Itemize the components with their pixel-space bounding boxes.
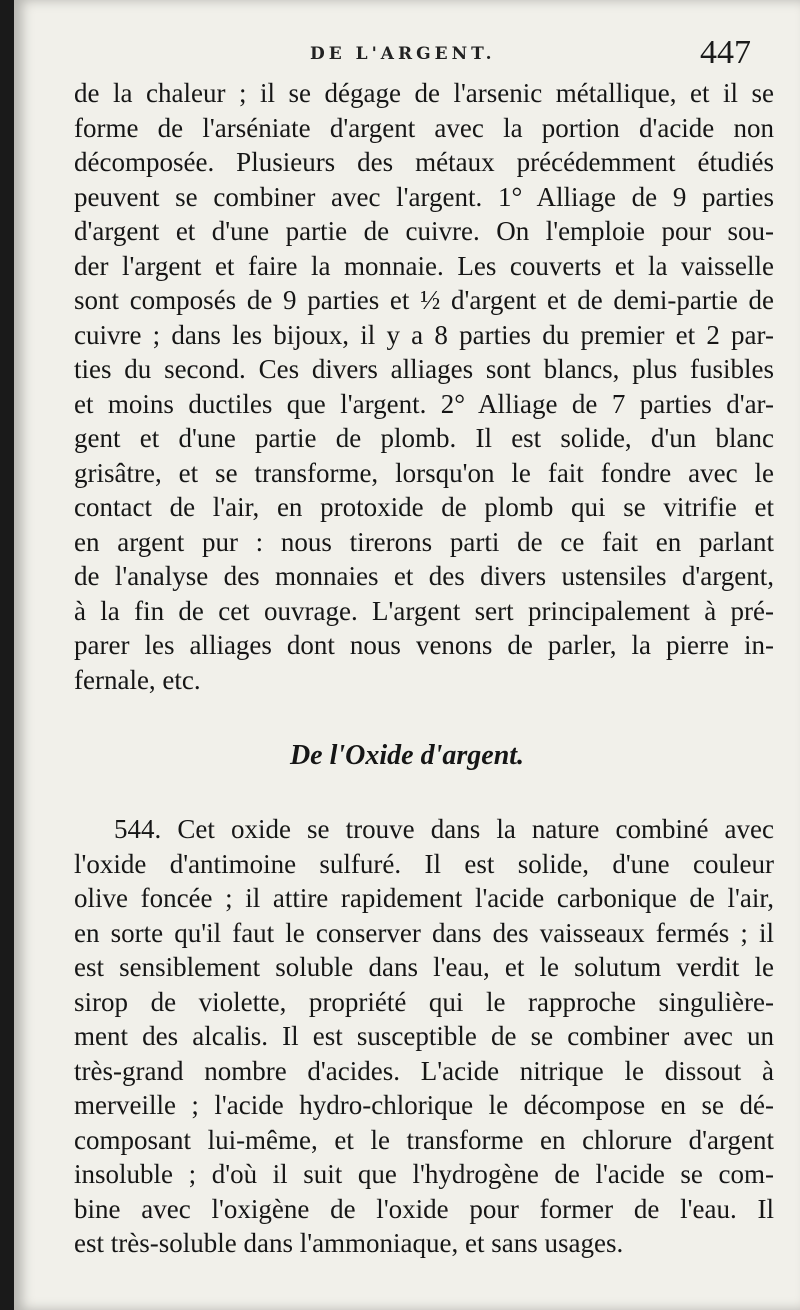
text-line: de l'analyse des monnaies et des divers ustensiles d'argent, <box>74 561 774 591</box>
text-line: à la fin de cet ouvrage. L'argent sert principalement à pré- <box>74 595 774 626</box>
text-line: olive foncée ; il attire rapidement l'acide carbonique de l'air, <box>74 883 774 913</box>
text-line: cuivre ; dans les bijoux, il y a 8 parties du premier et 2 par- <box>74 319 774 350</box>
text-line: insoluble ; d'où il suit que l'hydrogène de l'acide se com- <box>74 1159 774 1189</box>
text-line: peuvent se combiner avec l'argent. 1° Alliage de 9 parties <box>74 181 774 212</box>
text-line: sont composés de 9 parties et ½ d'argent et de demi-partie de <box>74 285 774 315</box>
text-line: parer les alliages dont nous venons de parler, la pierre in- <box>74 630 774 660</box>
text-line: der l'argent et faire la monnaie. Les couverts et la vaisselle <box>74 250 774 281</box>
text-line: l'oxide d'antimoine sulfuré. Il est solide, d'une couleur <box>74 848 774 879</box>
text-line: sirop de violette, propriété qui le rapproche singulière- <box>74 986 774 1017</box>
running-head: DE L'ARGENT. <box>310 44 496 64</box>
text-line: contact de l'air, en protoxide de plomb qui se vitrifie et <box>74 492 774 522</box>
text-line: forme de l'arséniate d'argent avec la portion d'acide non <box>74 112 774 143</box>
text-line: merveille ; l'acide hydro-chlorique le décompose en se dé- <box>74 1090 774 1120</box>
book-page <box>14 0 800 1310</box>
text-line: en argent pur : nous tirerons parti de ce fait en parlant <box>74 526 774 557</box>
text-line: gent et d'une partie de plomb. Il est solide, d'un blanc <box>74 423 774 453</box>
paragraph-alloys <box>74 76 774 697</box>
text-line: fernale, etc. <box>74 664 201 695</box>
text-line: en sorte qu'il faut le conserver dans des vaisseaux fermés ; il <box>74 917 774 948</box>
paragraph-oxide <box>74 812 774 1261</box>
text-line: d'argent et d'une partie de cuivre. On l'emploie pour sou- <box>74 216 774 246</box>
text-line: très-grand nombre d'acides. L'acide nitrique le dissout à <box>74 1055 774 1086</box>
page-header <box>14 34 800 78</box>
text-line: bine avec l'oxigène de l'oxide pour former de l'eau. Il <box>74 1193 774 1224</box>
text-line: est sensiblement soluble dans l'eau, et le solutum verdit le <box>74 952 774 982</box>
text-line: et moins ductiles que l'argent. 2° Alliage de 7 parties d'ar- <box>74 388 774 419</box>
text-line: est très-soluble dans l'ammoniaque, et sans usages. <box>74 1228 624 1258</box>
text-line: grisâtre, et se transforme, lorsqu'on le fait fondre avec le <box>74 457 774 488</box>
text-line: ment des alcalis. Il est susceptible de se combiner avec un <box>74 1021 774 1051</box>
page-number: 447 <box>700 34 751 71</box>
text-line: décomposée. Plusieurs des métaux précédemment étudiés <box>74 147 774 177</box>
section-heading: De l'Oxide d'argent. <box>289 740 525 771</box>
text-line: composant lui-même, et le transforme en chlorure d'argent <box>74 1124 774 1155</box>
text-line: de la chaleur ; il se dégage de l'arsenic métallique, et il se <box>74 78 774 108</box>
text-line: 544. Cet oxide se trouve dans la nature combiné avec <box>114 814 774 844</box>
text-line: ties du second. Ces divers alliages sont blancs, plus fusibles <box>74 354 774 384</box>
